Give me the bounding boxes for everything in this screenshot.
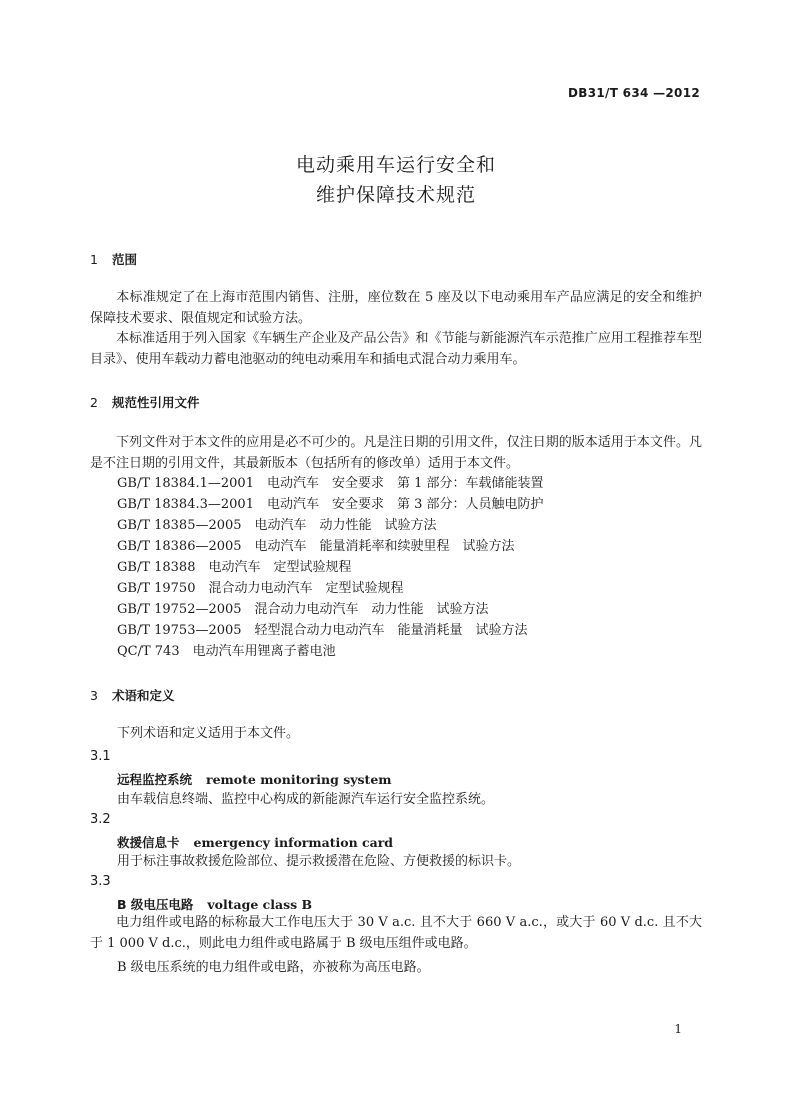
term-heading (117, 895, 312, 913)
term-en: emergency information card (193, 835, 394, 850)
section-1-heading (90, 250, 137, 268)
term-en: remote monitoring system (206, 772, 392, 787)
term-number: 3.3 (90, 874, 111, 889)
reference-item: GB/T 18388 电动汽车 定型试验规程 (117, 560, 352, 575)
reference-item: GB/T 18384.3—2001 电动汽车 安全要求 第 3 部分：人员触电防护 (117, 497, 544, 512)
term-definition-note: B 级电压系统的电力组件或电路，亦被称为高压电路。 (117, 960, 430, 975)
term-heading (117, 833, 393, 851)
section-title: 范围 (112, 252, 138, 267)
reference-item: GB/T 18386—2005 电动汽车 能量消耗率和续驶里程 试验方法 (117, 539, 515, 554)
section-3-intro: 下列术语和定义适用于本文件。 (117, 726, 300, 741)
term-cn: 远程监控系统 (117, 772, 193, 787)
term-number: 3.2 (90, 812, 111, 827)
document-title-line1: 电动乘用车运行安全和 (295, 154, 496, 176)
reference-item: QC/T 743 电动汽车用锂离子蓄电池 (117, 644, 336, 659)
term-en: voltage class B (207, 897, 313, 912)
reference-item: GB/T 18384.1—2001 电动汽车 安全要求 第 1 部分：车载储能装置 (117, 476, 544, 491)
section-1-paragraph-1: 本标准规定了在上海市范围内销售、注册，座位数在 5 座及以下电动乘用车产品应满足的安全和维护保障技术要求、限值规定和试验方法。 (90, 290, 702, 326)
reference-item: GB/T 19752—2005 混合动力电动汽车 动力性能 试验方法 (117, 602, 489, 617)
reference-item: GB/T 18385—2005 电动汽车 动力性能 试验方法 (117, 518, 437, 533)
page-number: 1 (674, 1022, 682, 1036)
section-3-heading (90, 686, 175, 704)
term-cn: B 级电压电路 (117, 897, 194, 912)
section-number: 3 (90, 688, 98, 703)
term-cn: 救援信息卡 (117, 835, 180, 850)
section-2-intro: 下列文件对于本文件的应用是必不可少的。凡是注日期的引用文件，仅注日期的版本适用于本文件。凡是不注日期的引用文件，其最新版本（包括所有的修改单）适用于本文件。 (90, 435, 702, 471)
standard-code: DB31/T 634 —2012 (568, 86, 700, 100)
document-title-line2: 维护保障技术规范 (315, 184, 476, 206)
term-number: 3.1 (90, 749, 111, 764)
term-definition: 电力组件或电路的标称最大工作电压大于 30 V a.c. 且不大于 660 V a.c.，或大于 60 V d.c. 且不大于 1 000 V d.c.，则此电力组件或电路属于 B 级电压组件或电路。 (90, 915, 702, 951)
term-definition: 由车载信息终端、监控中心构成的新能源汽车运行安全监控系统。 (117, 792, 495, 807)
term-definition: 用于标注事故救援危险部位、提示救援潜在危险、方便救援的标识卡。 (117, 854, 521, 869)
section-title: 术语和定义 (112, 688, 175, 703)
section-2-heading (90, 393, 200, 411)
reference-item: GB/T 19750 混合动力电动汽车 定型试验规程 (117, 581, 404, 596)
term-heading (117, 770, 392, 788)
section-title: 规范性引用文件 (112, 395, 200, 410)
reference-item: GB/T 19753—2005 轻型混合动力电动汽车 能量消耗量 试验方法 (117, 623, 528, 638)
section-1-paragraph-2: 本标准适用于列入国家《车辆生产企业及产品公告》和《节能与新能源汽车示范推广应用工程推荐车型目录》、使用车载动力蓄电池驱动的纯电动乘用车和插电式混合动力乘用车。 (90, 331, 702, 367)
section-number: 2 (90, 395, 98, 410)
section-number: 1 (90, 252, 98, 267)
